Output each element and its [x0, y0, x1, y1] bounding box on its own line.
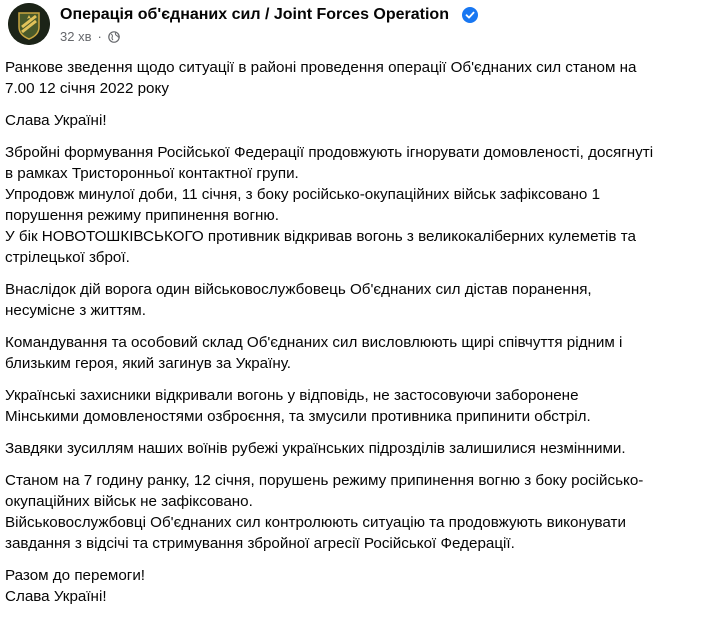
post-paragraph: Українські захисники відкривали вогонь у відповідь, не застосовуючи заборонене Мінськими домовленостями озброєння, та змусили противника припинити обстріл.	[5, 387, 591, 425]
page-name-link[interactable]: Операція об'єднаних сил / Joint Forces Operation	[60, 6, 449, 23]
post-timestamp[interactable]: 32 хв	[60, 29, 92, 44]
post-body	[5, 57, 723, 618]
page-avatar[interactable]	[8, 3, 50, 45]
post-paragraph: Разом до перемоги! Слава Україні!	[5, 567, 146, 605]
globe-icon[interactable]	[108, 31, 120, 43]
meta-separator: ·	[97, 29, 102, 44]
verified-badge-icon	[462, 7, 478, 23]
post-header	[8, 3, 718, 51]
jfo-emblem-icon	[8, 3, 50, 45]
post-paragraph: Завдяки зусиллям наших воїнів рубежі українських підрозділів залишилися незмінними.	[5, 440, 626, 457]
post-paragraph: Збройні формування Російської Федерації продовжують ігнорувати домовленості, досягнуті в рамках Тристоронньої контактної групи. Упродовж минулої доби, 11 січня, з боку російсько-окупаційних військ зафіксовано 1 порушення режиму припинення вогню. У бік НОВОТОШКІВСЬКОГО противник відкривав вогонь з великокаліберних кулеметів та стрілецької зброї.	[5, 144, 654, 266]
post-meta	[60, 29, 120, 44]
post-paragraph: Внаслідок дій ворога один військовослужбовець Об'єднаних сил дістав поранення, несумісне з життям.	[5, 281, 592, 319]
post-paragraph: Командування та особовий склад Об'єднаних сил висловлюють щирі співчуття рідним і близьким героя, який загинув за Україну.	[5, 334, 623, 372]
post-paragraph: Ранкове зведення щодо ситуації в районі проведення операції Об'єднаних сил станом на 7.00 12 січня 2022 року	[5, 59, 637, 97]
post-paragraph: Слава Україні!	[5, 112, 107, 129]
post-paragraph: Станом на 7 годину ранку, 12 січня, порушень режиму припинення вогню з боку російсько- окупаційних військ не зафіксовано. Військовослужбовці Об'єднаних сил контролюють ситуацію та продовжують виконувати завдання з відсічі та стримування збройної агресії Російської Федерації.	[5, 472, 644, 552]
